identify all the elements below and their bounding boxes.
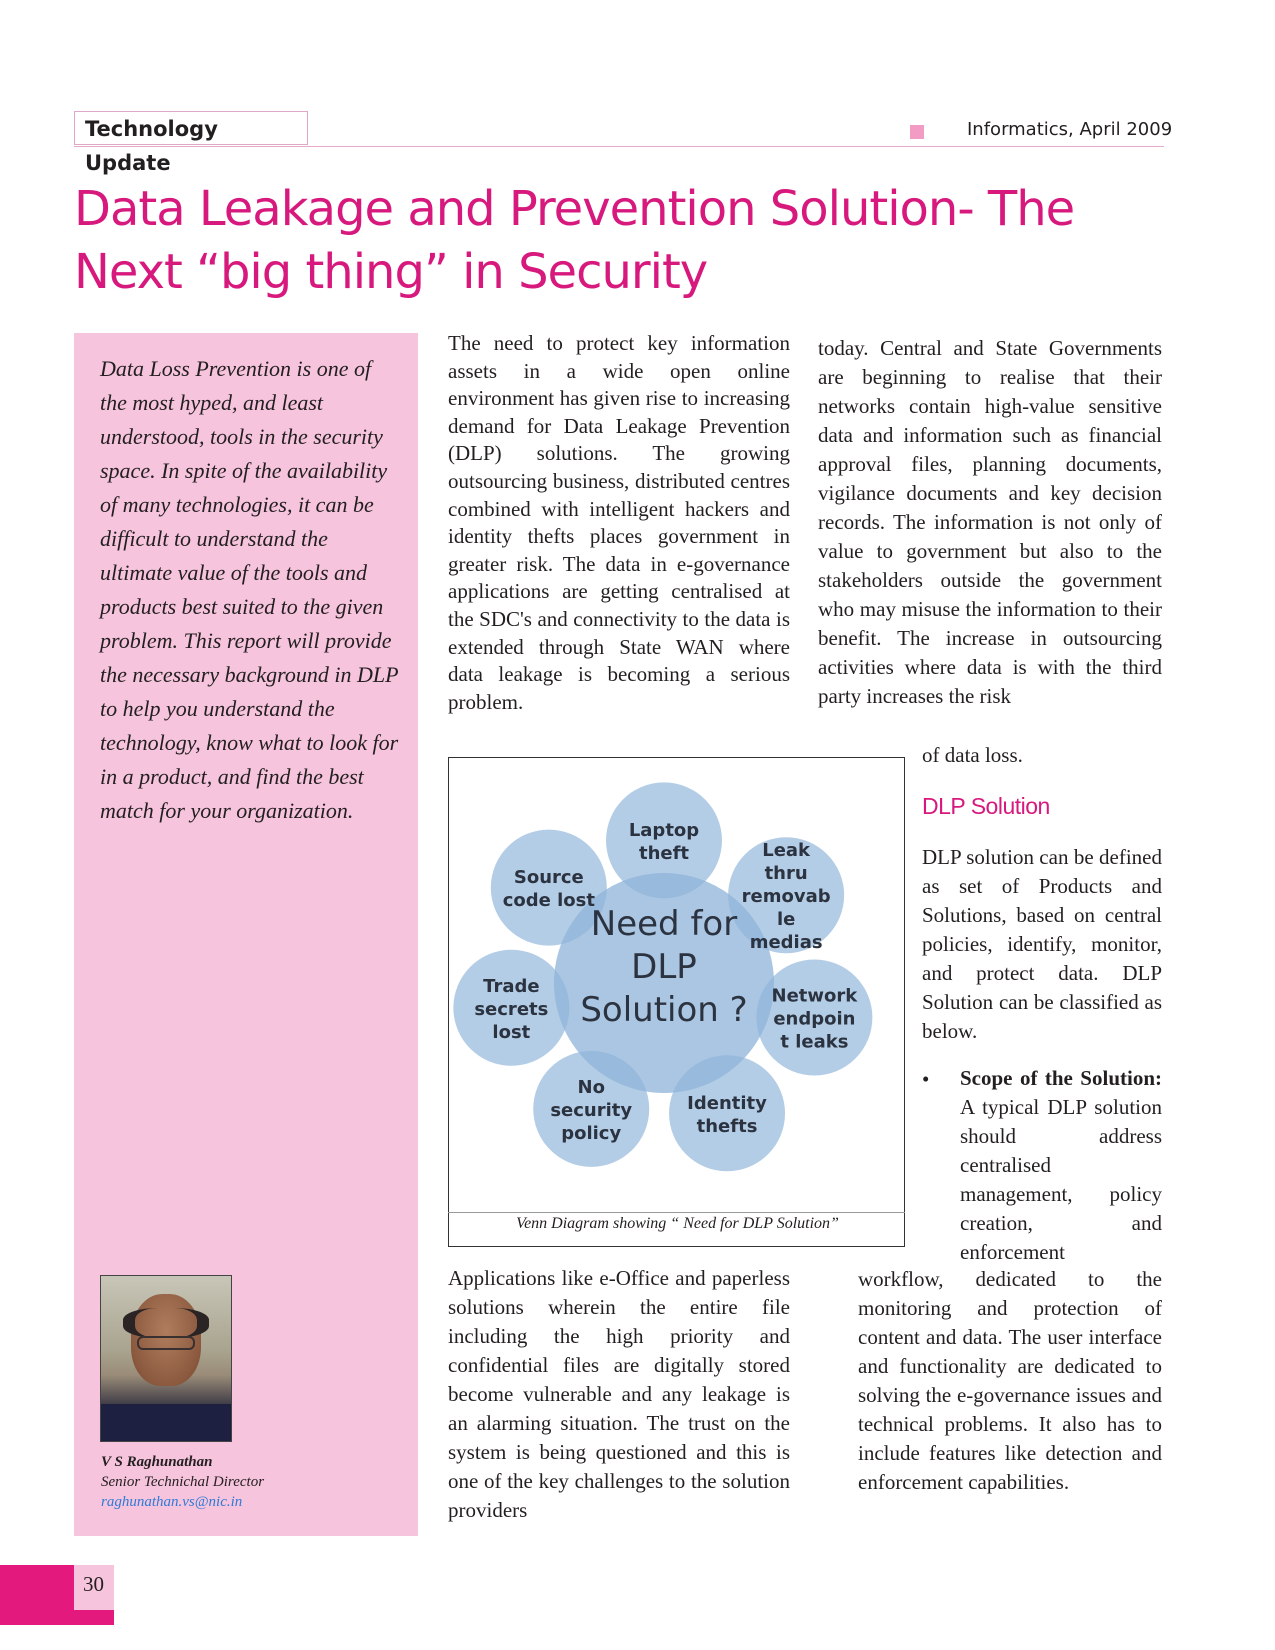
figure-caption-rule [448, 1212, 905, 1213]
venn-petal-label: lost [492, 1021, 531, 1043]
venn-petal-label: code lost [502, 890, 595, 912]
page-number: 30 [83, 1572, 104, 1596]
bullet-label: Scope of the Solution: [960, 1066, 1162, 1090]
body-col1-top: The need to protect key information assets in a wide open online environment has given rise to increasing demand for Data Leakage Prevention (DLP) solutions. The growing outsourcing business, distributed centres combined with intelligent hackers and identity thefts places government in greater risk. The data in e-governance applications are getting centralised at the SDC's and connectivity to the data is extended through State WAN where data leakage is becoming a serious problem. [448, 331, 790, 714]
author-title: Senior Technichal Director [101, 1474, 265, 1490]
body-col1-bottom: Applications like e-Office and paperless solutions wherein the entire file including the high priority and confidential files are digitally stored become vulnerable and any leakage is an alarming situation. The trust on the system is being questioned and this is one of the key challenges to the solution providers [448, 1266, 790, 1522]
header-square-icon [910, 125, 924, 139]
venn-petal-label: Network [771, 985, 858, 1007]
venn-petal-label: thru [764, 863, 808, 885]
venn-petal-label: Trade [483, 975, 540, 997]
body-col3-intro: DLP solution can be defined as set of Products and Solutions, based on central policies, identify, monitor, and protect data. DLP Solution can be classified as below. [922, 845, 1162, 1043]
venn-petal-label: Source [513, 867, 584, 889]
venn-petal-label: No [577, 1076, 605, 1098]
page-number-block [0, 1565, 74, 1625]
venn-petal-label: security [550, 1099, 633, 1121]
venn-petal-label: endpoin [773, 1008, 856, 1030]
body-col3-continued: workflow, dedicated to the monitoring and protection of content and data. The user interface and functionality are dedicated to solving the e-governance issues and technical problems. It also has to include features like detection and enforcement capabilities. [858, 1267, 1162, 1494]
venn-center-label: DLP [631, 947, 697, 987]
author-name: V S Raghunathan [101, 1454, 213, 1470]
author-block [101, 1452, 264, 1512]
section-heading: DLP Solution [922, 793, 1050, 819]
figure-caption: Venn Diagram showing “ Need for DLP Solution” [516, 1215, 839, 1232]
venn-petal-label: removab [741, 886, 831, 908]
venn-center-label: Need for [590, 904, 738, 944]
venn-petal-label: le [776, 909, 796, 931]
venn-petal-label: policy [561, 1122, 622, 1144]
venn-petal-label: thefts [696, 1115, 758, 1137]
venn-center-label: Solution ? [580, 990, 748, 1030]
section-tag: Technology Update [74, 111, 308, 145]
venn-petal-label: theft [638, 842, 690, 864]
venn-petal-label: Identity [687, 1092, 767, 1114]
body-col2-top: today. Central and State Governments are beginning to realise that their networks contain high-value sensitive data and information such as financial approval files, planning documents, vigilance documents and key decision records. The information is not only of value to government but also to the stakeholders outside the government who may misuse the information to their benefit. The increase in outsourcing activities where data is with the third party increases the risk [818, 336, 1162, 708]
body-col2-end: of data loss. [922, 743, 1023, 767]
venn-petal-label: Leak [762, 840, 811, 862]
bullet-text: A typical DLP solution should address centralised management, policy creation, and enforcement [960, 1095, 1162, 1264]
page-number-strip [74, 1610, 114, 1625]
abstract-text: Data Loss Prevention is one of the most hyped, and least understood, tools in the security space. In spite of the availability of many technologies, it can be difficult to understand the ultimate value of the tools and products best suited to the given problem. This report will provide the necessary background in DLP to help you understand the technology, know what to look for in a product, and find the best match for your organization. [100, 356, 399, 823]
venn-petal-label: t leaks [780, 1031, 849, 1053]
venn-figure [448, 757, 905, 1247]
author-photo [100, 1275, 232, 1442]
bullet-dot: • [922, 1067, 930, 1091]
bullet-item [960, 1064, 1162, 1267]
author-email[interactable]: raghunathan.vs@nic.in [101, 1494, 243, 1510]
venn-petal-label: medias [749, 932, 823, 954]
venn-petal-label: secrets [474, 998, 549, 1020]
header-divider [74, 146, 1164, 147]
venn-diagram [449, 758, 906, 1198]
issue-date: Informatics, April 2009 [967, 119, 1173, 140]
venn-petal-label: Laptop [628, 819, 700, 841]
article-title: Data Leakage and Prevention Solution- The Next “big thing” in Security [74, 181, 1075, 300]
